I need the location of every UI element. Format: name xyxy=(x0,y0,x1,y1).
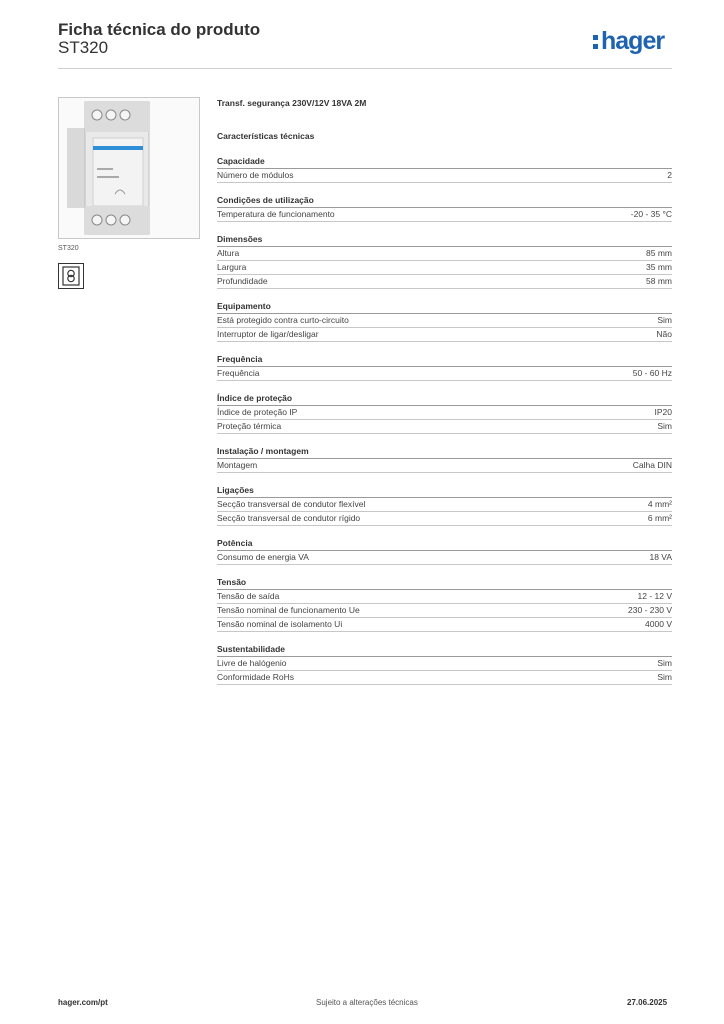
spec-value: 2 xyxy=(667,170,672,180)
spec-label: Profundidade xyxy=(217,276,268,286)
image-caption: ST320 xyxy=(58,245,79,252)
spec-label: Temperatura de funcionamento xyxy=(217,209,335,219)
spec-row xyxy=(217,275,672,289)
spec-value: 4 mm² xyxy=(647,499,672,509)
footer-website[interactable]: hager.com/pt xyxy=(58,998,108,1007)
spec-value: 12 - 12 V xyxy=(637,591,672,601)
spec-group-title: Condições de utilização xyxy=(217,195,672,208)
spec-label: Frequência xyxy=(217,368,260,378)
spec-label: Tensão nominal de funcionamento Ue xyxy=(217,605,360,615)
spec-value: -20 - 35 °C xyxy=(630,209,672,219)
spec-group xyxy=(217,577,672,632)
spec-value: Calha DIN xyxy=(632,460,672,470)
spec-group xyxy=(217,234,672,289)
logo-text: hager xyxy=(601,27,665,55)
spec-group xyxy=(217,485,672,526)
spec-row xyxy=(217,512,672,526)
logo-dots-icon xyxy=(593,35,598,49)
spec-value: 85 mm xyxy=(646,248,672,258)
spec-row xyxy=(217,169,672,183)
spec-label: Tensão nominal de isolamento Ui xyxy=(217,619,343,629)
spec-label: Número de módulos xyxy=(217,170,294,180)
spec-value: Não xyxy=(656,329,672,339)
spec-row xyxy=(217,590,672,604)
product-name: Transf. segurança 230V/12V 18VA 2M xyxy=(217,98,367,108)
spec-label: Está protegido contra curto-circuito xyxy=(217,315,349,325)
spec-label: Secção transversal de condutor flexível xyxy=(217,499,366,509)
spec-value: Sim xyxy=(657,315,672,325)
spec-label: Consumo de energia VA xyxy=(217,552,309,562)
spec-row xyxy=(217,261,672,275)
spec-row xyxy=(217,618,672,632)
spec-row xyxy=(217,671,672,685)
footer-date: 27.06.2025 xyxy=(627,998,668,1007)
spec-group xyxy=(217,301,672,342)
spec-group-title: Índice de proteção xyxy=(217,393,672,406)
header-divider xyxy=(58,68,672,69)
spec-label: Altura xyxy=(217,248,240,258)
spec-value: 230 - 230 V xyxy=(628,605,672,615)
spec-row xyxy=(217,459,672,473)
spec-label: Proteção térmica xyxy=(217,421,282,431)
spec-label: Livre de halógenio xyxy=(217,658,287,668)
spec-group-title: Tensão xyxy=(217,577,672,590)
spec-label: Índice de proteção IP xyxy=(217,407,298,417)
section-title: Características técnicas xyxy=(217,131,315,141)
spec-row xyxy=(217,314,672,328)
spec-row xyxy=(217,247,672,261)
spec-group-title: Instalação / montagem xyxy=(217,446,672,459)
spec-label: Secção transversal de condutor rígido xyxy=(217,513,361,523)
spec-value: 50 - 60 Hz xyxy=(632,368,672,378)
product-code: ST320 xyxy=(58,38,109,57)
spec-value: 6 mm² xyxy=(647,513,672,523)
spec-row xyxy=(217,406,672,420)
spec-group-title: Dimensões xyxy=(217,234,672,247)
din-transformer-icon xyxy=(59,98,199,238)
spec-group xyxy=(217,446,672,473)
spec-value: 58 mm xyxy=(646,276,672,286)
spec-group xyxy=(217,644,672,685)
spec-value: 35 mm xyxy=(646,262,672,272)
spec-value: Sim xyxy=(657,672,672,682)
spec-row xyxy=(217,420,672,434)
spec-value: 18 VA xyxy=(649,552,672,562)
spec-row xyxy=(217,498,672,512)
spec-row xyxy=(217,604,672,618)
spec-label: Largura xyxy=(217,262,247,272)
spec-value: Sim xyxy=(657,658,672,668)
spec-label: Conformidade RoHs xyxy=(217,672,295,682)
product-image xyxy=(58,97,200,239)
spec-row xyxy=(217,208,672,222)
spec-label: Tensão de saída xyxy=(217,591,280,601)
spec-value: Sim xyxy=(657,421,672,431)
spec-label: Interruptor de ligar/desligar xyxy=(217,329,319,339)
spec-label: Montagem xyxy=(217,460,258,470)
spec-group-title: Potência xyxy=(217,538,672,551)
spec-row xyxy=(217,551,672,565)
spec-group xyxy=(217,393,672,434)
spec-group-title: Sustentabilidade xyxy=(217,644,672,657)
spec-row xyxy=(217,367,672,381)
safety-transformer-symbol-icon xyxy=(58,263,84,289)
spec-value: 4000 V xyxy=(645,619,672,629)
spec-row xyxy=(217,657,672,671)
spec-groups xyxy=(217,156,672,685)
spec-group xyxy=(217,538,672,565)
spec-content xyxy=(217,97,672,697)
spec-group-title: Frequência xyxy=(217,354,672,367)
spec-group-title: Equipamento xyxy=(217,301,672,314)
hager-logo xyxy=(593,27,664,56)
spec-group-title: Ligações xyxy=(217,485,672,498)
footer-note: Sujeito a alterações técnicas xyxy=(316,998,418,1007)
spec-value: IP20 xyxy=(654,407,672,417)
page-title: Ficha técnica do produto xyxy=(58,20,261,39)
spec-group xyxy=(217,354,672,381)
spec-group xyxy=(217,195,672,222)
spec-row xyxy=(217,328,672,342)
spec-group-title: Capacidade xyxy=(217,156,672,169)
spec-group xyxy=(217,156,672,183)
